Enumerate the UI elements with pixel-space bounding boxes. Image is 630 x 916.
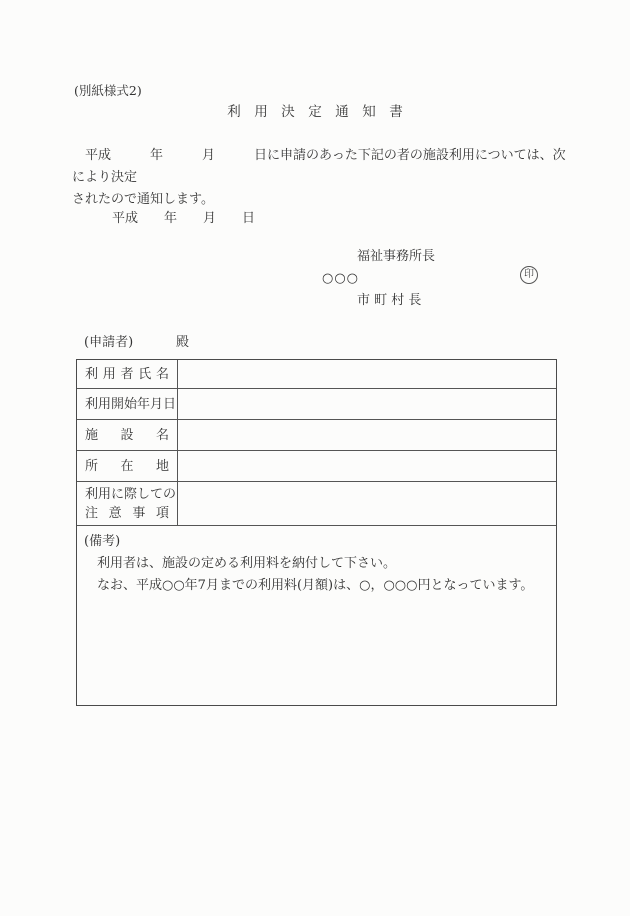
issue-date-line: 平成 年 月 日 (112, 211, 256, 226)
intro-paragraph (72, 145, 568, 211)
row-value-cell (178, 420, 556, 450)
addressee-honorific: 殿 (176, 335, 190, 350)
row-label (77, 451, 178, 481)
row-label (77, 360, 178, 388)
table-row-facility-name (77, 419, 556, 450)
table-row-usage-notes (77, 481, 556, 525)
seal-icon: 印 (520, 266, 538, 284)
table-row-user-name (77, 360, 556, 388)
row-label-text: 利用に際しての (85, 486, 177, 502)
remarks-line-1: 利用者は、施設の定める利用料を納付して下さい。 (97, 556, 397, 571)
row-value-cell (178, 451, 556, 481)
remarks-section (77, 525, 556, 705)
intro-line-2: されたので通知します。 (72, 192, 214, 207)
issuer-name-placeholder: ○○○ (322, 271, 360, 286)
table-row-start-date (77, 388, 556, 419)
row-value-cell (178, 389, 556, 419)
row-value-cell (178, 482, 556, 525)
table-row-location (77, 450, 556, 481)
row-label (77, 389, 178, 419)
row-label-text: 施設名 (85, 427, 169, 443)
row-label-text: 利用開始年月日 (85, 396, 177, 412)
remarks-line-2: なお、平成○○年7月までの利用料(月額)は、○，○○○円となっています。 (97, 578, 534, 593)
form-number: (別紙様式2) (74, 83, 142, 98)
addressee-label: (申請者) (84, 335, 134, 350)
issuer-office-title: 福祉事務所長 (357, 249, 436, 264)
issuer-position: 市 町 村 長 (357, 293, 422, 308)
row-label-text: 注意事項 (85, 505, 169, 521)
document-title: 利 用 決 定 通 知 書 (227, 104, 403, 120)
row-label (77, 420, 178, 450)
row-value-cell (178, 360, 556, 388)
intro-line-1: 平成 年 月 日に申請のあった下記の者の施設利用については、次により決定 (72, 148, 566, 185)
row-label-text: 利用者氏名 (85, 366, 169, 382)
row-label-text: 所在地 (85, 458, 169, 474)
decision-table (76, 359, 557, 706)
row-label (77, 482, 178, 525)
remarks-label: (備考) (84, 534, 121, 549)
